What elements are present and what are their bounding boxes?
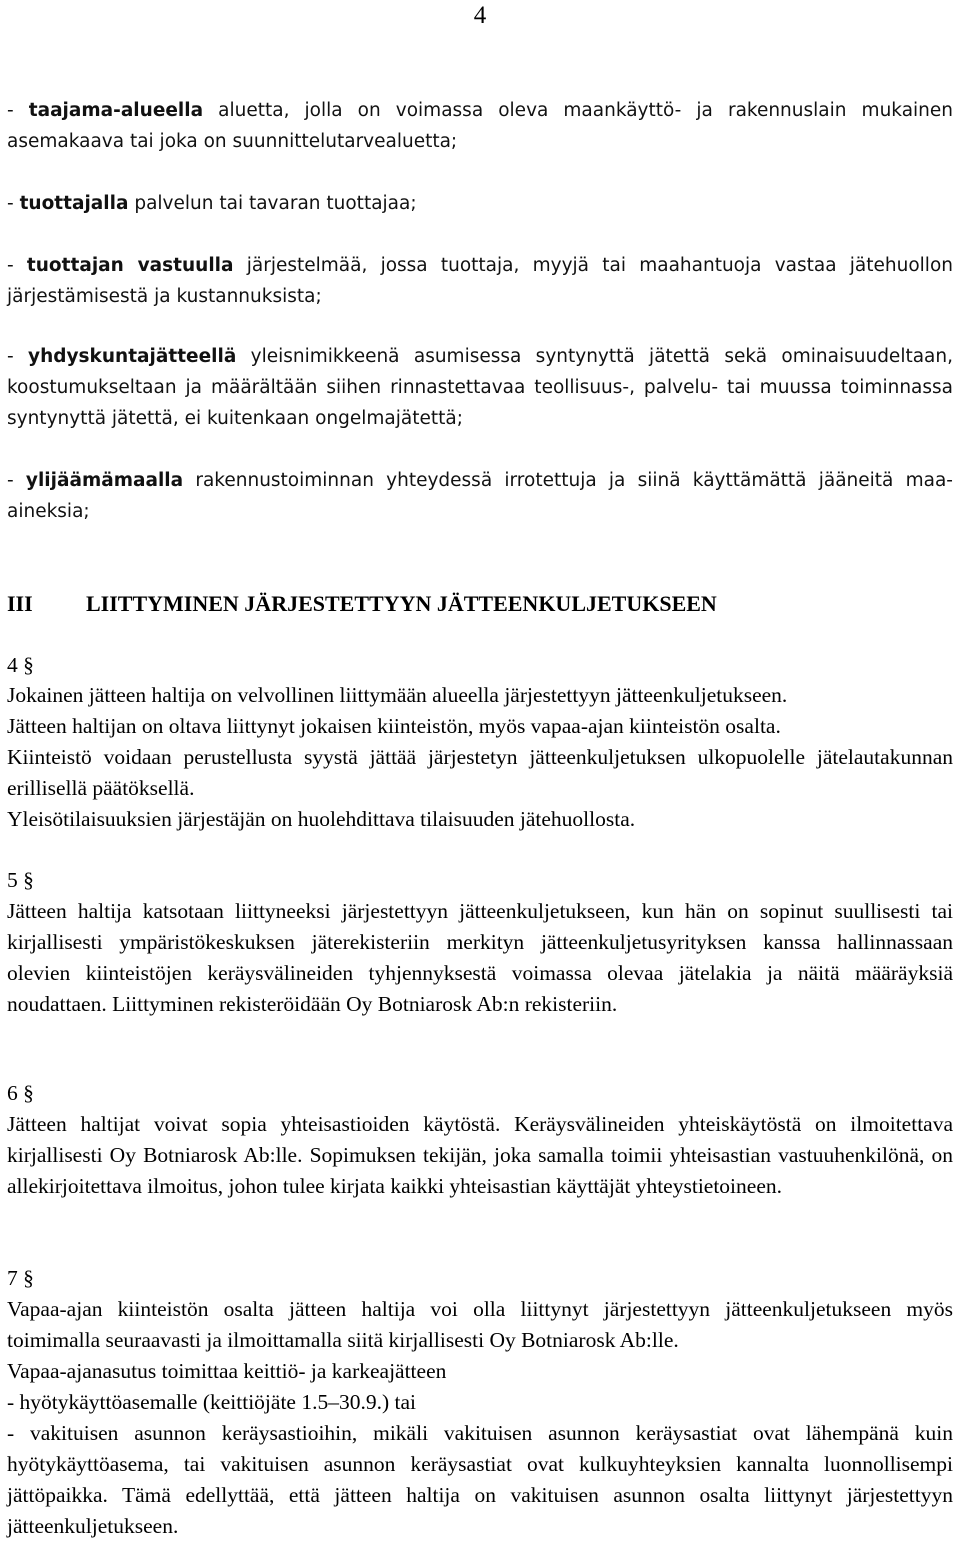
paragraph: Jätteen haltijat voivat sopia yhteisastioiden käytöstä. Keräysvälineiden yhteiskäytöstä on ilmoitettava kirjallisesti Oy Botniarosk Ab:lle. Sopimuksen tekijän, joka samalla toimii yhteisastian vastuuhenkilönä, on allekirjoitettava ilmoitus, johon tulee kirjata kaikki yhteisastian käyttäjät yhteystietoineen. xyxy=(7,1112,953,1198)
chapter-number: III xyxy=(7,591,33,616)
definition-term: taajama-alueella xyxy=(28,100,204,121)
paragraph: Yleisötilaisuuksien järjestäjän on huolehdittava tilaisuuden jätehuollosta. xyxy=(7,807,636,831)
section-7-body xyxy=(7,1294,953,1542)
section-number-6: 6 § xyxy=(7,1081,34,1105)
section-6-body xyxy=(7,1109,953,1202)
list-item: - hyötykäyttöasemalle (keittiöjäte 1.5–30.9.) tai xyxy=(7,1390,416,1414)
definition-term: yhdyskuntajätteellä xyxy=(28,346,237,367)
list-item: - vakituisen asunnon keräysastioihin, mikäli vakituisen asunnon keräysastiat ovat lähempänä kuin hyötykäyttöasema, tai vakituisen asunnon keräysastiat ovat kulkuyhteyksien kannalta luonnollisempi jättöpaikka. Tämä edellyttää, että jätteen haltija on vakituisen asunnon osalta liittynyt järjestettyyn jätteenkuljetukseen. xyxy=(7,1421,953,1538)
chapter-title: LIITTYMINEN JÄRJESTETTYYN JÄTTEENKULJETUKSEEN xyxy=(86,591,717,616)
section-5-body xyxy=(7,896,953,1020)
definition-tuottajalla: - tuottajalla palvelun tai tavaran tuottajaa; xyxy=(7,193,417,214)
definition-tuottajan-vastuulla: - tuottajan vastuulla järjestelmää, jossa tuottaja, myyjä tai maahantuoja vastaa jätehuollon järjestämisestä ja kustannuksista; xyxy=(7,255,953,307)
paragraph: Kiinteistö voidaan perustellusta syystä jättää järjestetyn jätteenkuljetuksen ulkopuolelle jätelautakunnan erillisellä päätöksellä. xyxy=(7,745,953,800)
paragraph: Jätteen haltijan on oltava liittynyt jokaisen kiinteistön, myös vapaa-ajan kiinteistön osalta. xyxy=(7,714,781,738)
paragraph: Vapaa-ajanasutus toimittaa keittiö- ja karkeajätteen xyxy=(7,1359,447,1383)
section-number-5: 5 § xyxy=(7,868,34,892)
chapter-heading xyxy=(7,588,717,619)
definition-term: tuottajalla xyxy=(19,193,129,214)
page-number: 4 xyxy=(473,2,487,29)
section-number-7: 7 § xyxy=(7,1266,34,1290)
definition-ylijaamamaalla: - ylijäämämaalla rakennustoiminnan yhteydessä irrotettuja ja siinä käyttämättä jääneitä maa-aineksia; xyxy=(7,470,953,522)
section-4-body xyxy=(7,680,953,835)
paragraph: Vapaa-ajan kiinteistön osalta jätteen haltija voi olla liittynyt järjestettyyn jätteenkuljetukseen myös toimimalla seuraavasti ja ilmoittamalla siitä kirjallisesti Oy Botniarosk Ab:lle. xyxy=(7,1297,953,1352)
definition-term: tuottajan vastuulla xyxy=(26,255,234,276)
definition-taajama-alueella: - taajama-alueella aluetta, jolla on voimassa oleva maankäyttö- ja rakennuslain mukainen asemakaava tai joka on suunnittelutarvealuetta; xyxy=(7,100,953,152)
paragraph: Jätteen haltija katsotaan liittyneeksi järjestettyyn jätteenkuljetukseen, kun hän on sopinut suullisesti tai kirjallisesti ympäristökeskuksen jäterekisteriin merkityn jätteenkuljetusyrityksen kanssa hallinnassaan olevien kiinteistöjen keräysvälineiden tyhjennyksestä voimassa olevaa jätelakia ja näitä määräyksiä noudattaen. Liittyminen rekisteröidään Oy Botniarosk Ab:n rekisteriin. xyxy=(7,899,953,1016)
paragraph: Jokainen jätteen haltija on velvollinen liittymään alueella järjestettyyn jätteenkuljetukseen. xyxy=(7,683,788,707)
section-number-4: 4 § xyxy=(7,653,34,677)
definition-yhdyskuntajatteella: - yhdyskuntajätteellä yleisnimikkeenä asumisessa syntynyttä jätettä sekä ominaisuudeltaan, koostumukseltaan ja määrältään siihen rinnastettavaa teollisuus-, palvelu- tai muussa toiminnassa syntynyttä jätettä, ei kuitenkaan ongelmajätettä; xyxy=(7,346,953,429)
definition-term: ylijäämämaalla xyxy=(25,470,184,491)
